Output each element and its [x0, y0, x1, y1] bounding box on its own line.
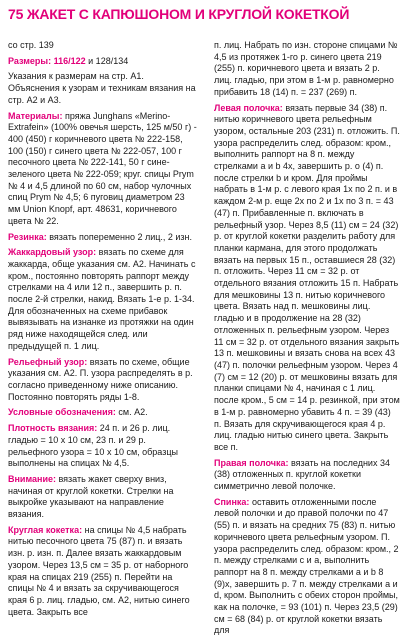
paragraph — [8, 71, 198, 106]
paragraph-text: вязать первые 34 (38) п. нитью коричневого цвета рельефным узором, остальные 203 (231) п. отложить. П. узора распределить след. образом: кром., выполнить раппорт на 8 п. между стрелками а и b 4х, завершить р. о (4) п. после стрелки b и кром. Для проймы набрать в 1-м р. с левого края 1х по 2 п. и в каждом 2-м р. еще 2х по 2 и 1х по 3 п. = 43 (47) п. Прибавленные п. включать в рельефный узор. Через 8,5 (11) см = 24 (32) р. от круглой кокетки разделить работу для планки кармана, для этого продолжать вязать на первых 15 п., оставшиеся 28 (32) п. отложить. Через 11 см = 32 р. от отдельного вязания отложить 15 п. Набрать для мешковины 13 п. нитью коричневого цвета. Вязать над п. мешковины лиц. гладью и в продолжение на 28 (32) отложенных п. рельефным узором. Через 11 см = 32 р. от отдельного вязания закрыть 13 п. мешковины и вязать снова на всех 43 (47) п. полочки рельефным узором. Через 4 (7) см = 12 (20) р. от мешковины вязать для планки спицами № 4, начиная с 1 лиц. после кром., 5 см = 14 р. резинкой, при этом в 1-м р. равномерно убавить 4 п. = 39 (43) п. Вязать для скручивающегося края 4 р. лиц. гладью нитью синего цвета. Закрыть все п. — [214, 102, 400, 452]
paragraph-heading: Спинка: — [214, 496, 250, 507]
paragraph-text: на спицы № 4,5 набрать нитью песочного цвета 75 (87) п. и вязать изн. р. изн. п. Далее вязать жаккардовым узором. Через 13,5 см = 35 р. от наборного края на спицах 219 (255) п. Перейти на спицы № 4 и вязать за скручивающегося края 6 р. лиц. гладью, см. А2, нитью синего цвета. Закрыть все — [8, 524, 190, 617]
paragraph-heading: Материалы: — [8, 110, 63, 121]
paragraph-text: вязать попеременно 2 лиц., 2 изн. — [49, 231, 193, 242]
paragraph-heading: Круглая кокетка: — [8, 524, 83, 535]
paragraph-text: вязать по схеме, общие указания см. А2. П. узора распределять в р. согласно приведенному ниже описанию. Постоянно повторять ряды 1-8. — [8, 356, 193, 402]
paragraph — [8, 357, 198, 404]
paragraph — [8, 111, 198, 228]
columns — [8, 40, 400, 641]
paragraph-heading: Размеры: 116/122 — [8, 55, 86, 66]
paragraph-text: 24 п. и 26 р. лиц. гладью = 10 х 10 см, 23 п. и 29 р. рельефного узора = 10 х 10 см, образцы выполнены на спицах № 4,5. — [8, 423, 178, 469]
paragraph — [214, 458, 400, 493]
paragraph — [214, 40, 400, 99]
paragraph-text: оставить отложенными после левой полочки и до правой полочки по 47 (55) п. и вязать на средних 75 (83) п. нитью коричневого цвета рельефным узором. П. узора распределить след. образом: кром., 2 п. между стрелками с и а, выполнить раппорт на 8 п. между стрелками а и b 8 (9)х, завершить р. 7 п. между стрелками а и d, кром. Выполнить с обеих сторон проймы, как на полочке, = 93 (101) п. Через 23,5 (29) см = 68 (84) р. от круглой кокетки вязать для — [214, 496, 399, 636]
paragraph-heading: Резинка: — [8, 231, 47, 242]
paragraph-text: пряжа Junghans «Merino-Extrafein» (100% овечья шерсть, 125 м/50 г) - 400 (450) г коричневого цвета № 222-158, 100 (150) г синего цвета № 222-057, 100 г песочного цвета № 222-141, 50 г сине-зеленого цвета № 222-059; круг. спицы Prym № 4 и 4,5 длиной по 60 см, набор чулочных спиц Prym № 4,5; 6 пуговиц диаметром 23 мм Union Knopf, арт. 48631, коричневого цвета № 22. — [8, 110, 197, 226]
paragraph-heading: Левая полочка: — [214, 102, 283, 113]
paragraph — [8, 474, 198, 521]
paragraph — [8, 407, 198, 419]
paragraph-heading: Плотность вязания: — [8, 423, 98, 434]
paragraph-heading: Рельефный узор: — [8, 356, 88, 367]
paragraph-text: вязать по схеме для жаккарда, обще указания см. А2. Начинать с кром., постоянно повторять раппорт между стрелками на 4 или 12 п., завершить р. п. после 2-й стрелки, накид. Вязать 1-е р. 1-34. Для обозначенных на схеме прибавок вывязывать на изнанке из протяжки на один ряд ниже находящейся след. или предыдущей п. 1 лиц. — [8, 247, 196, 351]
paragraph-text: и 128/134 — [88, 55, 129, 66]
paragraph-text: см. А2. — [118, 407, 148, 418]
paragraph-heading: Правая полочка: — [214, 457, 289, 468]
paragraph — [8, 56, 198, 68]
paragraph — [214, 103, 400, 454]
paragraph-heading: Внимание: — [8, 473, 56, 484]
right-column — [214, 40, 400, 641]
paragraph — [8, 40, 198, 52]
paragraph — [214, 497, 400, 637]
left-column — [8, 40, 198, 641]
paragraph-text: вязать на последних 34 (38) отложенных п. круглой кокетки симметрично левой полочке. — [214, 457, 390, 492]
paragraph-heading: Условные обозначения: — [8, 407, 116, 418]
page-title: 75 ЖАКЕТ С КАПЮШОНОМ И КРУГЛОЙ КОКЕТКОЙ — [8, 6, 350, 22]
paragraph-text: со стр. 139 — [8, 40, 54, 50]
paragraph — [8, 423, 198, 470]
paragraph — [8, 525, 198, 619]
paragraph-heading: Жаккардовый узор: — [8, 247, 97, 258]
paragraph — [8, 232, 198, 244]
paragraph-text: Указания к размерам на стр. А1. Объяснения к узорам и техникам вязания на стр. А2 и А3. — [8, 71, 196, 105]
paragraph-text: п. лиц. Набрать по изн. стороне спицами № 4,5 из протяжек 1-го р. синего цвета 219 (255) п. коричневого цвета и вязать 2 р. лиц. гладью, при этом в 1-м р. равномерно прибавить 18 (14) п. = 237 (269) п. — [214, 40, 398, 97]
paragraph-text: вязать жакет сверху вниз, начиная от круглой кокетки. Стрелки на выкройке указывают на направление вязания. — [8, 473, 174, 520]
paragraph — [8, 247, 198, 352]
